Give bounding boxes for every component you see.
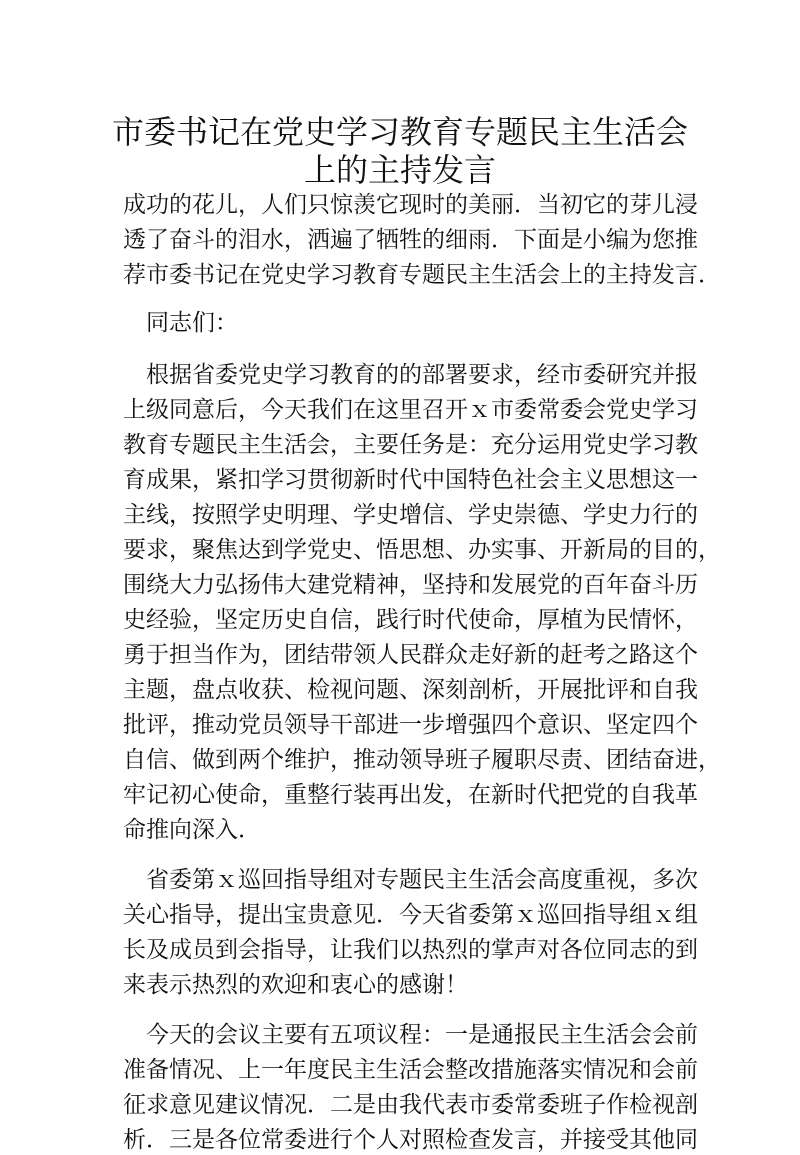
paragraph-2-line: 关心指导，提出宝贵意见．今天省委第ｘ巡回指导组ｘ组 xyxy=(123,902,698,928)
paragraph-1-line: 自信、做到两个维护，推动领导班子履职尽责、团结奋进， xyxy=(123,747,721,773)
paragraph-1-line: 主线，按照学史明理、学史增信、学史崇德、学史力行的 xyxy=(123,502,698,528)
paragraph-2-line: 省委第ｘ巡回指导组对专题民主生活会高度重视，多次 xyxy=(146,867,698,893)
paragraph-1-line: 勇于担当作为，团结带领人民群众走好新的赶考之路这个 xyxy=(123,642,698,668)
intro-line: 荐市委书记在党史学习教育专题民主生活会上的主持发言． xyxy=(123,262,721,288)
intro-line: 成功的花儿，人们只惊羡它现时的美丽．当初它的芽儿浸 xyxy=(123,192,698,218)
paragraph-1-line: 围绕大力弘扬伟大建党精神，坚持和发展党的百年奋斗历 xyxy=(123,572,698,598)
paragraph-1-line: 上级同意后，今天我们在这里召开ｘ市委常委会党史学习 xyxy=(123,397,698,423)
paragraph-1-line: 要求，聚焦达到学党史、悟思想、办实事、开新局的目的， xyxy=(123,537,721,563)
paragraph-1-line: 根据省委党史学习教育的的部署要求，经市委研究并报 xyxy=(146,362,698,388)
document-title-line-1: 市委书记在党史学习教育专题民主生活会 xyxy=(111,113,688,151)
paragraph-1-line: 批评，推动党员领导干部进一步增强四个意识、坚定四个 xyxy=(123,712,698,738)
document-title-line-2: 上的主持发言 xyxy=(303,151,496,189)
paragraph-2-line: 长及成员到会指导，让我们以热烈的掌声对各位同志的到 xyxy=(123,937,698,963)
paragraph-3-line: 今天的会议主要有五项议程：一是通报民主生活会会前 xyxy=(146,1022,698,1048)
paragraph-1-line: 牢记初心使命，重整行装再出发，在新时代把党的自我革 xyxy=(123,782,698,808)
paragraph-1-line: 教育专题民主生活会，主要任务是：充分运用党史学习教 xyxy=(123,432,698,458)
paragraph-3-line: 准备情况、上一年度民主生活会整改措施落实情况和会前 xyxy=(123,1057,698,1083)
salutation: 同志们： xyxy=(146,310,238,336)
paragraph-2-line: 来表示热烈的欢迎和衷心的感谢！ xyxy=(123,972,468,998)
intro-line: 透了奋斗的泪水，洒遍了牺牲的细雨．下面是小编为您推 xyxy=(123,227,698,253)
paragraph-1-line: 命推向深入． xyxy=(123,817,261,843)
paragraph-1-line: 育成果，紧扣学习贯彻新时代中国特色社会主义思想这一 xyxy=(123,467,698,493)
paragraph-3-line: 析．三是各位常委进行个人对照检查发言，并接受其他同 xyxy=(123,1127,698,1153)
paragraph-1-line: 主题，盘点收获、检视问题、深刻剖析，开展批评和自我 xyxy=(123,677,698,703)
paragraph-3-line: 征求意见建议情况．二是由我代表市委常委班子作检视剖 xyxy=(123,1092,698,1118)
paragraph-1-line: 史经验，坚定历史自信，践行时代使命，厚植为民情怀， xyxy=(123,607,698,633)
